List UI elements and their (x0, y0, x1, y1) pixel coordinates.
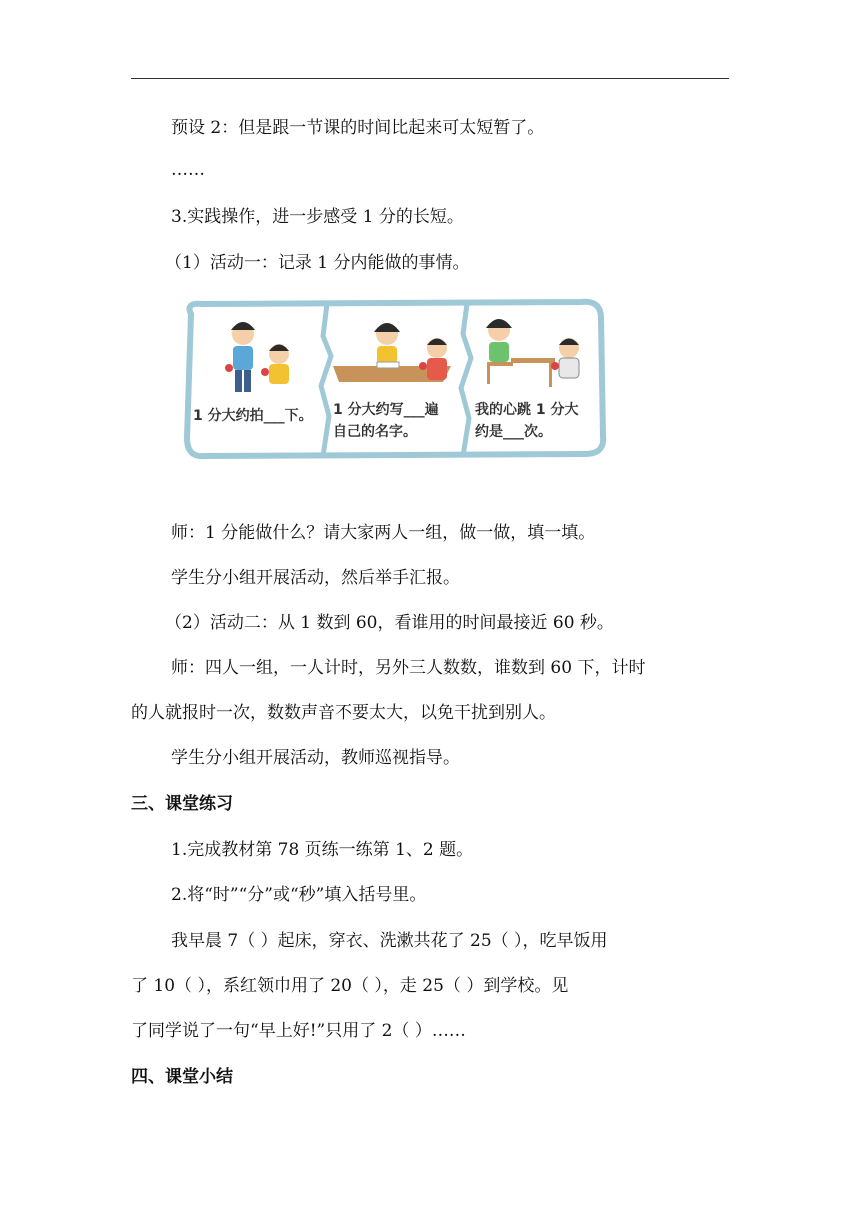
exercise-2: 2.将“时”“分”或“秒”填入括号里。 (171, 885, 427, 905)
step-3-heading: 3.实践操作，进一步感受 1 分的长短。 (171, 207, 464, 227)
panel-2-caption-line-2: 自己的名字。 (333, 424, 417, 440)
exercise-text-line-2: 了 10（ ），系红领巾用了 20（ ），走 25（ ）到学校。见 (131, 976, 569, 996)
exercise-text-line-3: 了同学说了一句“早上好!”只用了 2（ ）…… (131, 1021, 466, 1041)
teacher-prompt-2-line-2: 的人就报时一次，数数声音不要太大，以免干扰到别人。 (131, 703, 556, 723)
panel-3-caption-line-2: 约是___次。 (475, 424, 552, 440)
activity-illustration (181, 296, 607, 460)
panel-2-caption-line-1: 1 分大约写___遍 (333, 402, 439, 418)
panel-1-caption: 1 分大约拍___下。 (193, 408, 313, 424)
ellipsis-line: …… (171, 160, 205, 180)
activity-2-heading: （2）活动二：从 1 数到 60，看谁用的时间最接近 60 秒。 (165, 613, 614, 633)
exercise-1: 1.完成教材第 78 页练一练第 1、2 题。 (171, 840, 474, 860)
section-3-heading: 三、课堂练习 (131, 794, 233, 814)
teacher-prompt-1: 师：1 分能做什么？请大家两人一组，做一做，填一填。 (171, 523, 596, 543)
student-activity-2: 学生分小组开展活动，教师巡视指导。 (171, 748, 460, 768)
student-activity-1: 学生分小组开展活动，然后举手汇报。 (171, 568, 460, 588)
paragraph-preset-2: 预设 2：但是跟一节课的时间比起来可太短暂了。 (171, 118, 545, 138)
section-4-heading: 四、课堂小结 (131, 1067, 233, 1087)
header-rule (131, 78, 729, 79)
panel-3-caption-line-1: 我的心跳 1 分大 (475, 402, 579, 418)
teacher-prompt-2-line-1: 师：四人一组，一人计时，另外三人数数，谁数到 60 下，计时 (171, 658, 646, 678)
activity-1-heading: （1）活动一：记录 1 分内能做的事情。 (165, 253, 470, 273)
exercise-text-line-1: 我早晨 7（ ）起床，穿衣、洗漱共花了 25（ ），吃早饭用 (171, 931, 608, 951)
